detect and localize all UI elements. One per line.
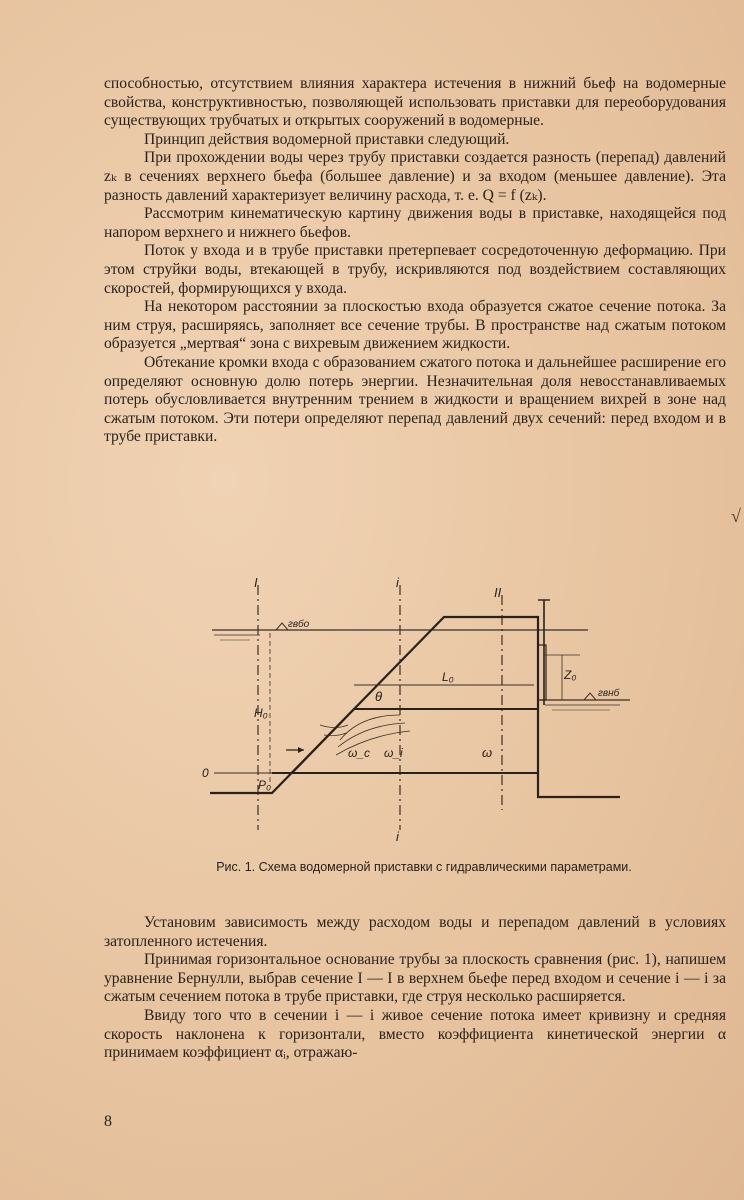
label-upper-level: гвбо [288, 619, 310, 630]
handwritten-check-mark: √ [731, 506, 741, 526]
label-P0: P₀ [258, 778, 272, 792]
label-omega: ω [482, 745, 493, 760]
label-section-i-bottom: i [396, 829, 399, 844]
inlet-edge [292, 709, 354, 773]
paragraph: Обтекание кромки входа с образованием сжатого потока и дальнейшее расширение его определяют основную долю потерь энергии. Незначительная доля невосстанавливаемых потерь обусловливается внутренним трением в жидкости и вращением вихрей в зоне над сжатым потоком. Эти потери определяют перепад давлений двух сечений: перед входом и в трубе приставки. [104, 353, 726, 446]
paragraph: Ввиду того что в сечении i — i живое сечение потока имеет кривизну и средняя скорость наклонена к горизонтали, вместо коэффициента кинетической энергии α принимаем коэффициент αᵢ, отражаю- [104, 1006, 726, 1062]
paragraph: Принцип действия водомерной приставки следующий. [144, 130, 510, 148]
label-omega-i: ω_i [384, 746, 403, 760]
figure-caption: Рис. 1. Схема водомерной приставки с гидравлическими параметрами. [216, 860, 632, 874]
label-section-II: II [494, 585, 502, 600]
label-L: L₀ [442, 670, 454, 684]
paragraph: способностью, отсутствием влияния характера истечения в нижний бьеф на водомерные свойства, конструктивностью, позволяющей использовать приставки для переоборудования существующих трубчатых и открытых сооружений в водомерные. [104, 75, 726, 130]
paragraph: Установим зависимость между расходом воды и перепадом давлений в условиях затопленного истечения. [104, 914, 726, 950]
water-meter-attachment-diagram [200, 575, 640, 845]
paragraph: Принимая горизонтальное основание трубы за плоскость сравнения (рис. 1), напишем уравнение Бернулли, выбрав сечение I — I в верхнем бьефе перед входом и сечение i — i за сжатым сечением потока в трубе приставки, где струя несколько расширяется. [104, 951, 726, 1006]
label-section-I: I [254, 575, 258, 590]
label-lower-level: гвнб [598, 688, 620, 699]
structure-outline [210, 617, 620, 797]
body-text-top [104, 75, 726, 447]
label-section-i: i [396, 575, 399, 590]
paragraph: При прохождении воды через трубу приставки создается разность (перепад) давлений zₖ в сечениях верхнего бьефа (большее давление) и за входом (меньшее давление). Эта разность давлений характеризует величину расхода, т. е. Q = f (zₖ). [104, 149, 726, 204]
label-z: Z₀ [564, 668, 577, 682]
paragraph: Поток у входа и в трубе приставки претерпевает сосредоточенную деформацию. При этом струйки воды, втекающей в трубу, искривляются под воздействием составляющих скоростей, формирующихся у входа. [104, 242, 726, 297]
body-text-bottom [104, 914, 726, 1063]
paragraph: Рассмотрим кинематическую картину движения воды в приставке, находящейся под напором верхнего и нижнего бьефов. [104, 205, 726, 241]
label-H0: H₀ [254, 706, 268, 720]
page-number: 8 [104, 1113, 112, 1130]
label-zero: 0 [202, 766, 209, 780]
label-omega-c: ω_c [348, 746, 371, 760]
label-theta: θ [375, 689, 383, 704]
paragraph: На некотором расстоянии за плоскостью входа образуется сжатое сечение потока. За ним струя, расширяясь, заполняет все сечение трубы. В пространстве над сжатым потоком образуется „мертвая“ зона с вихревым движением жидкости. [104, 298, 726, 353]
